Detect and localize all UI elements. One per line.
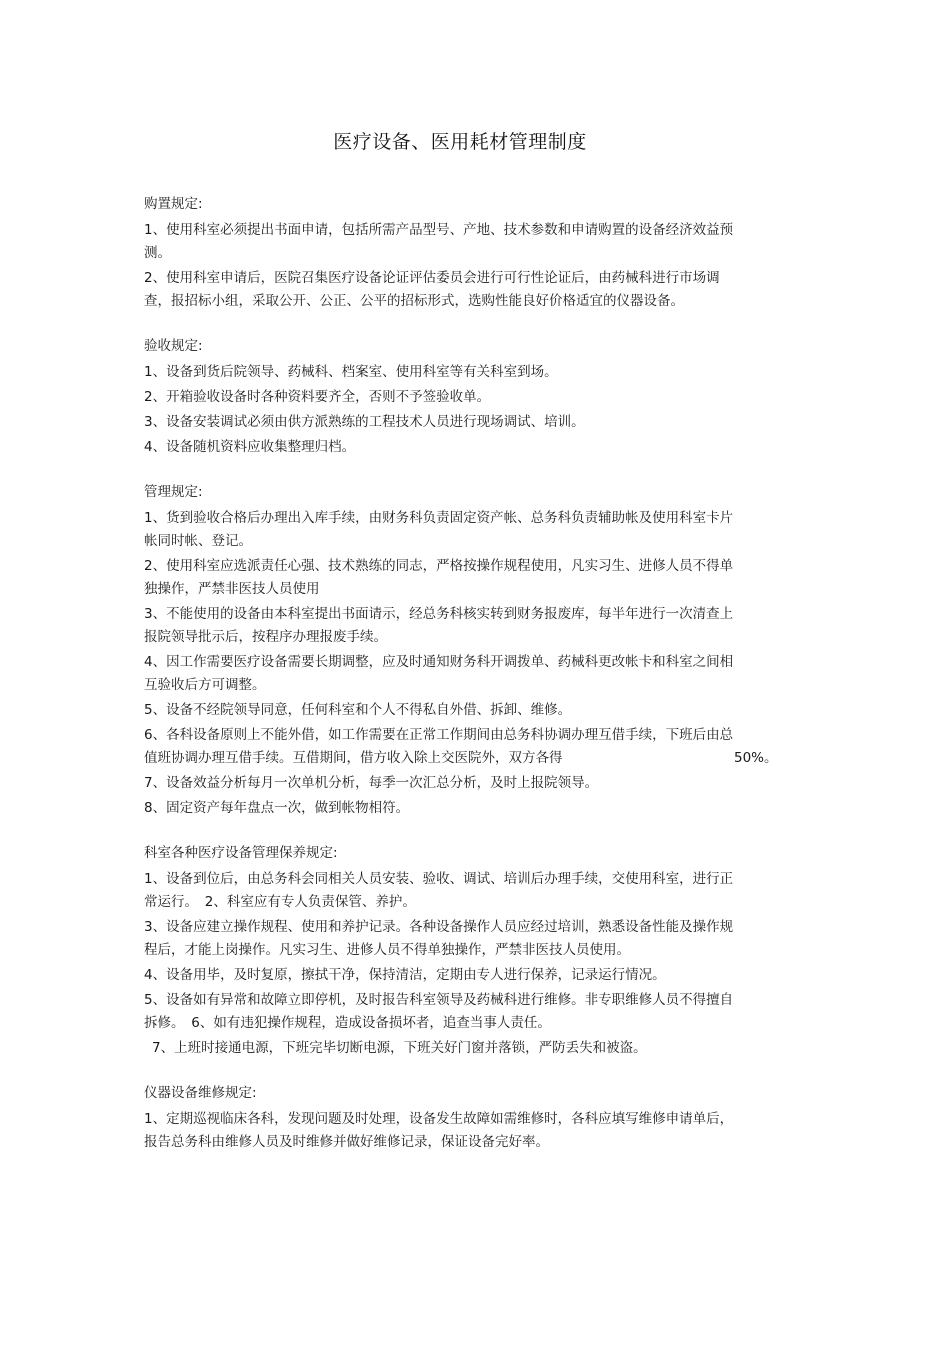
list-item: 1、设备到位后，由总务科会同相关人员安装、验收、调试、培训后办理手续，交使用科室，进行正常运行。 2、科室应有专人负责保管、养护。 [144,871,734,910]
section-acceptance [144,335,744,459]
list-item: 4、因工作需要医疗设备需要长期调整，应及时通知财务科开调拨单、药械科更改帐卡和科室之间相互验收后方可调整。 [144,654,734,693]
lending-text: 6、各科设备原则上不能外借，如工作需要在正常工作期间由总务科协调办理互借手续，下班后由总值班协调办理互借手续。互借期间，借方收入除上交医院外，双方各得 [144,727,734,766]
list-item: 3、不能使用的设备由本科室提出书面请示，经总务科核实转到财务报废库，每半年进行一次清查上报院领导批示后，按程序办理报废手续。 [144,606,734,645]
section-management [144,481,778,820]
section-maintenance [144,842,744,1060]
document-title: 医疗设备、医用耗材管理制度 [333,131,587,153]
list-item-lending [144,724,778,770]
list-item: 1、货到验收合格后办理出入库手续，由财务科负责固定资产帐、总务科负责辅助帐及使用科室卡片帐同时帐、登记。 [144,510,734,549]
list-item: 5、设备不经院领导同意，任何科室和个人不得私自外借、拆卸、维修。 [144,702,572,718]
section-heading: 科室各种医疗设备管理保养规定: [144,845,338,861]
list-item: 1、设备到货后院领导、药械科、档案室、使用科室等有关科室到场。 [144,364,558,380]
section-heading: 仪器设备维修规定: [144,1085,257,1101]
document-body [144,193,778,1176]
list-item: 4、设备用毕，及时复原，擦拭干净，保持清洁，定期由专人进行保养，记录运行情况。 [144,967,666,983]
list-item: 5、设备如有异常和故障立即停机，及时报告科室领导及药械科进行维修。非专职维修人员不得擅自拆修。 6、如有违犯操作规程，造成设备损坏者，追查当事人责任。 [144,992,734,1031]
section-repair [144,1082,744,1154]
list-item: 8、固定资产每年盘点一次，做到帐物相符。 [144,800,410,816]
list-item: 1、使用科室必须提出书面申请，包括所需产品型号、产地、技术参数和申请购置的设备经济效益预测。 [144,222,734,261]
section-heading: 购置规定: [144,196,203,212]
list-item: 4、设备随机资料应收集整理归档。 [144,439,356,455]
list-item: 2、使用科室应选派责任心强、技术熟练的同志，严格按操作规程使用，凡实习生、进修人员不得单独操作，严禁非医技人员使用 [144,558,734,597]
list-item: 2、使用科室申请后，医院召集医疗设备论证评估委员会进行可行性论证后，由药械科进行市场调查，报招标小组，采取公开、公正、公平的招标形式，选购性能良好价格适宜的仪器设备。 [144,270,720,309]
lending-share-percent: 50%。 [734,750,778,766]
list-item: 1、定期巡视临床各科，发现问题及时处理，设备发生故障如需维修时，各科应填写维修申请单后，报告总务科由维修人员及时维修并做好维修记录，保证设备完好率。 [144,1111,734,1150]
list-item: 7、设备效益分析每月一次单机分析，每季一次汇总分析，及时上报院领导。 [144,775,599,791]
section-purchase [144,193,744,313]
section-heading: 管理规定: [144,484,203,500]
list-item: 3、设备应建立操作规程、使用和养护记录。各种设备操作人员应经过培训，熟悉设备性能及操作规程后，才能上岗操作。凡实习生、进修人员不得单独操作，严禁非医技人员使用。 [144,919,734,958]
list-item: 3、设备安装调试必须由供方派熟练的工程技术人员进行现场调试、培训。 [144,414,585,430]
list-item: 2、开箱验收设备时各种资料要齐全，否则不予签验收单。 [144,389,491,405]
section-heading: 验收规定: [144,338,203,354]
list-item: 7、上班时接通电源，下班完毕切断电源，下班关好门窗并落锁，严防丢失和被盗。 [152,1040,647,1056]
